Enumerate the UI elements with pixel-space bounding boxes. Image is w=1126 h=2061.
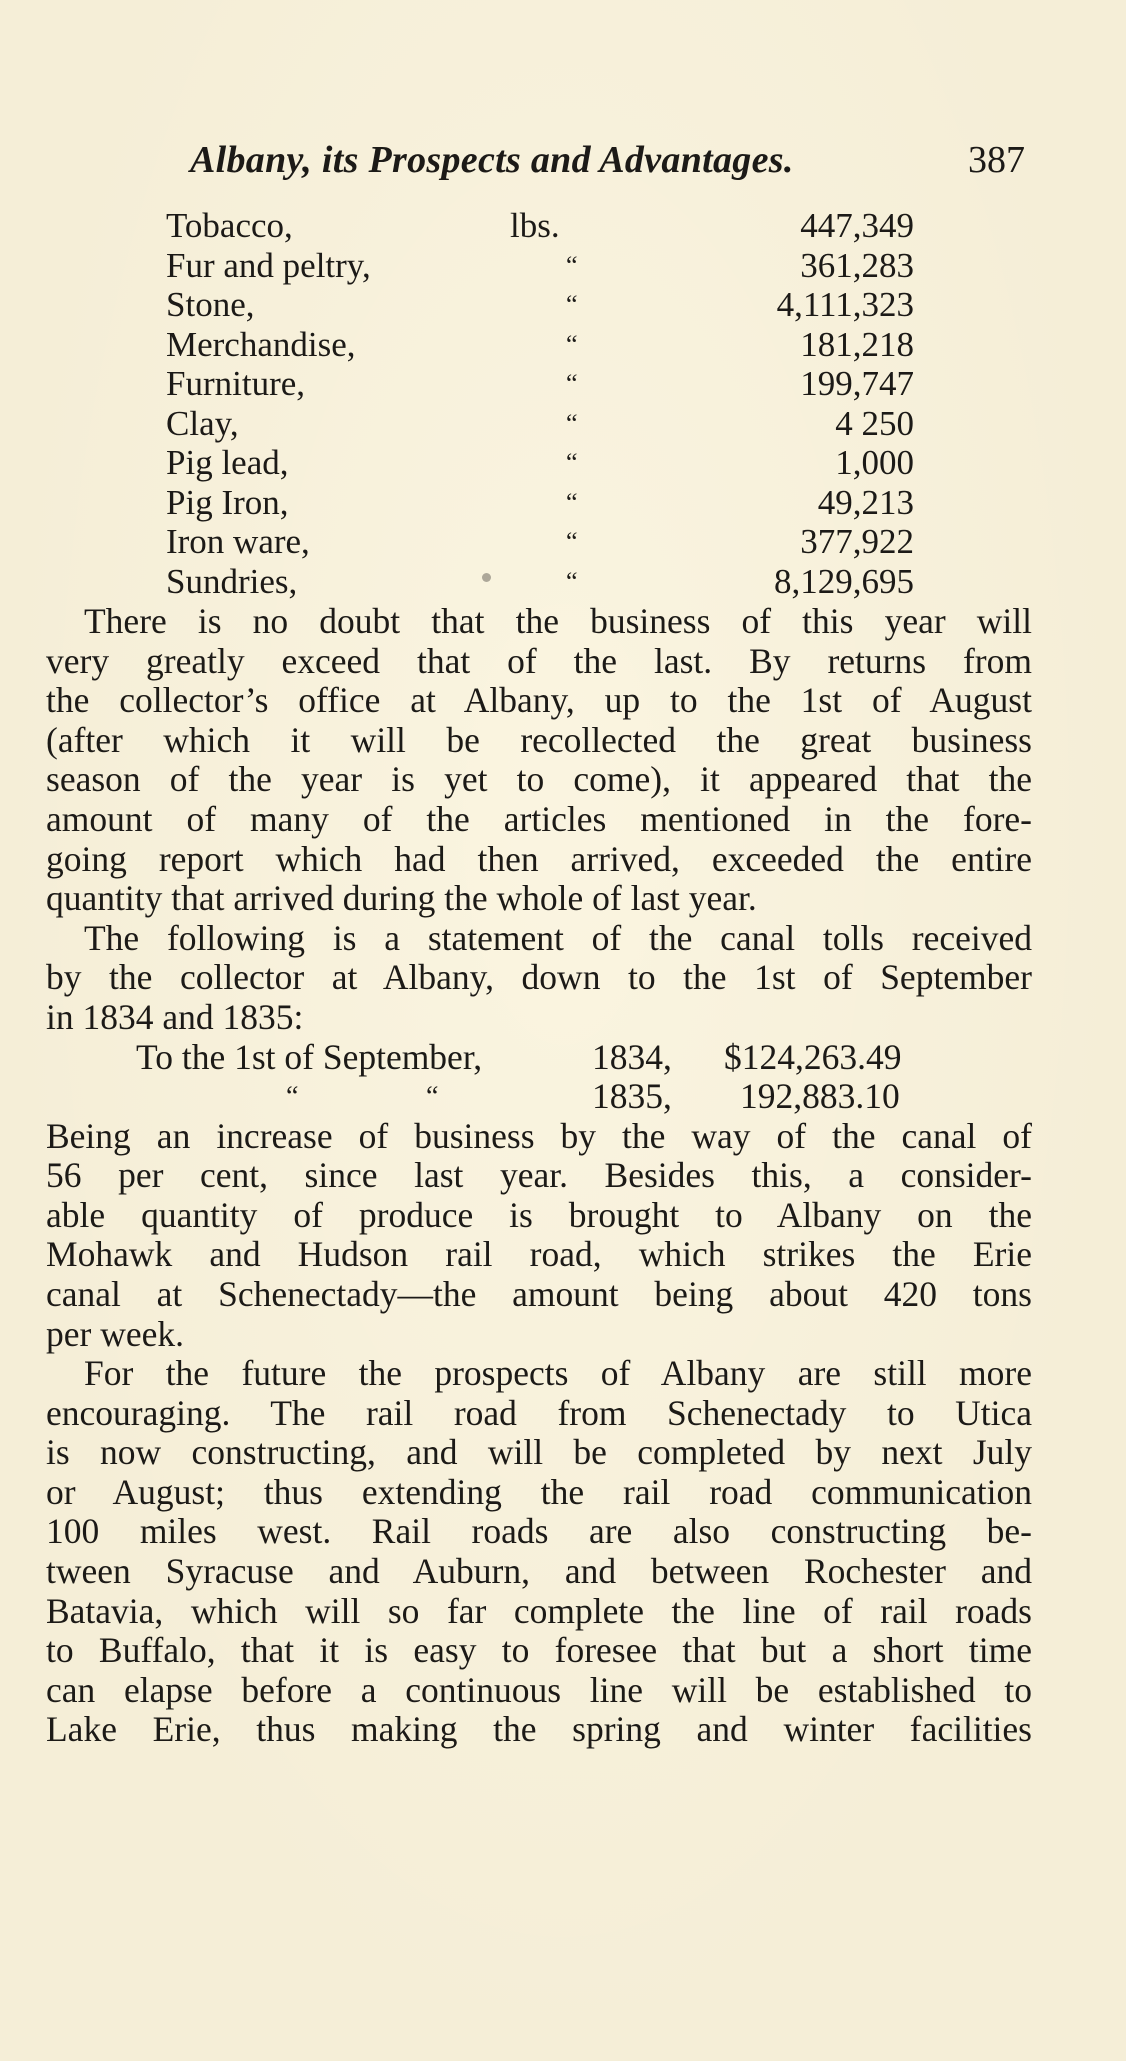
text-line: very greatly exceed that of the last. By returns from (46, 640, 1032, 681)
text-line: going report which had then arrived, exceeded the entire (46, 838, 1032, 879)
table-row (0, 285, 1126, 325)
item-name: Merchandise, (166, 324, 356, 364)
item-quantity: 49,213 (817, 482, 914, 522)
paragraph-future-prospects (46, 1354, 1032, 1750)
text-line: There is no doubt that the business of this year will (84, 601, 1032, 641)
ditto-mark: “ (566, 527, 578, 556)
item-quantity: 199,747 (800, 364, 914, 403)
text-line: (after which it will be recollected the great business (46, 719, 1032, 760)
text-line: able quantity of produce is brought to Albany on the (46, 1194, 1032, 1235)
item-quantity: 181,218 (800, 324, 914, 364)
paragraph-increase (46, 1117, 1032, 1355)
text-line: season of the year is yet to come), it appeared that the (46, 759, 1032, 800)
item-quantity: 4 250 (835, 403, 914, 443)
item-quantity: 377,922 (800, 522, 914, 561)
text-line: can elapse before a continuous line will be established to (46, 1669, 1032, 1710)
item-name: Tobacco, (166, 206, 293, 245)
item-quantity: 361,283 (800, 245, 914, 285)
table-row (0, 325, 1126, 365)
text-line: the collector’s office at Albany, up to the 1st of August (46, 680, 1032, 721)
table-row (0, 443, 1126, 483)
item-quantity: 1,000 (835, 443, 914, 482)
ditto-mark: “ (426, 1081, 439, 1113)
item-name: Pig Iron, (166, 482, 289, 522)
table-row (0, 404, 1126, 444)
table-row (0, 483, 1126, 523)
body-text (46, 602, 1032, 1750)
table-row (0, 206, 1126, 246)
text-line: For the future the prospects of Albany are still more (84, 1353, 1032, 1394)
ditto-mark: “ (566, 448, 578, 477)
text-line: Lake Erie, thus making the spring and winter facilities (46, 1709, 1032, 1750)
text-line: is now constructing, and will be completed by next July (46, 1432, 1032, 1473)
toll-row-1835 (46, 1077, 1032, 1117)
text-line: Being an increase of business by the way of the canal of (46, 1115, 1032, 1156)
ditto-mark: “ (566, 250, 578, 280)
text-line: Mohawk and Hudson rail road, which strikes the Erie (46, 1234, 1032, 1275)
table-row (0, 246, 1126, 286)
ditto-mark: “ (286, 1081, 299, 1113)
paragraph-business-outlook (46, 602, 1032, 919)
item-name: Fur and peltry, (166, 245, 371, 285)
item-name: Clay, (166, 403, 239, 443)
toll-amount: $124,263.49 (724, 1036, 902, 1077)
ditto-mark: “ (566, 329, 578, 359)
text-line: encouraging. The rail road from Schenectady to Utica (46, 1392, 1032, 1433)
ditto-mark: “ (566, 408, 578, 438)
commodity-table (0, 206, 1126, 601)
table-row (0, 562, 1126, 602)
paper-speck (482, 573, 491, 582)
text-line: 56 per cent, since last year. Besides this, a consider- (46, 1155, 1032, 1196)
item-quantity: 8,129,695 (774, 561, 914, 601)
toll-year: 1834, (592, 1036, 672, 1077)
ditto-mark: “ (566, 487, 578, 517)
toll-row-1834 (46, 1038, 1032, 1078)
item-name: Stone, (166, 285, 255, 324)
toll-year: 1835, (592, 1076, 672, 1117)
item-quantity: 447,349 (800, 206, 914, 245)
item-name: Iron ware, (166, 522, 310, 561)
text-line: to Buffalo, that it is easy to foresee that but a short time (46, 1630, 1032, 1671)
text-line: in 1834 and 1835: (46, 996, 304, 1037)
item-name: Furniture, (166, 364, 306, 403)
text-line: quantity that arrived during the whole of last year. (46, 878, 757, 919)
page-number: 387 (968, 139, 1025, 181)
ditto-mark: “ (566, 290, 578, 319)
text-line: amount of many of the articles mentioned in the fore- (46, 798, 1032, 839)
paragraph-canal-tolls (46, 919, 1032, 1038)
text-line: or August; thus extending the rail road communication (46, 1471, 1032, 1512)
item-unit: lbs. (510, 206, 560, 245)
text-line: tween Syracuse and Auburn, and between Rochester and (46, 1551, 1032, 1592)
item-quantity: 4,111,323 (776, 285, 914, 324)
ditto-mark: “ (566, 566, 578, 596)
table-row (0, 364, 1126, 404)
text-line: per week. (46, 1313, 184, 1354)
running-title: Albany, its Prospects and Advantages. (190, 139, 794, 181)
text-line: canal at Schenectady—the amount being about 420 tons (46, 1273, 1032, 1314)
text-line: The following is a statement of the canal tolls received (84, 917, 1032, 958)
table-row (0, 522, 1126, 562)
running-header (0, 138, 1126, 188)
text-line: Batavia, which will so far complete the line of rail roads (46, 1590, 1032, 1631)
item-name: Pig lead, (166, 443, 289, 482)
text-line: 100 miles west. Rail roads are also constructing be- (46, 1511, 1032, 1552)
toll-label: To the 1st of September, (136, 1036, 483, 1077)
item-name: Sundries, (166, 561, 298, 601)
text-line: by the collector at Albany, down to the 1st of September (46, 957, 1032, 998)
ditto-mark: “ (566, 369, 578, 398)
toll-amount: 192,883.10 (740, 1076, 900, 1117)
tolls-statement (46, 1038, 1032, 1117)
